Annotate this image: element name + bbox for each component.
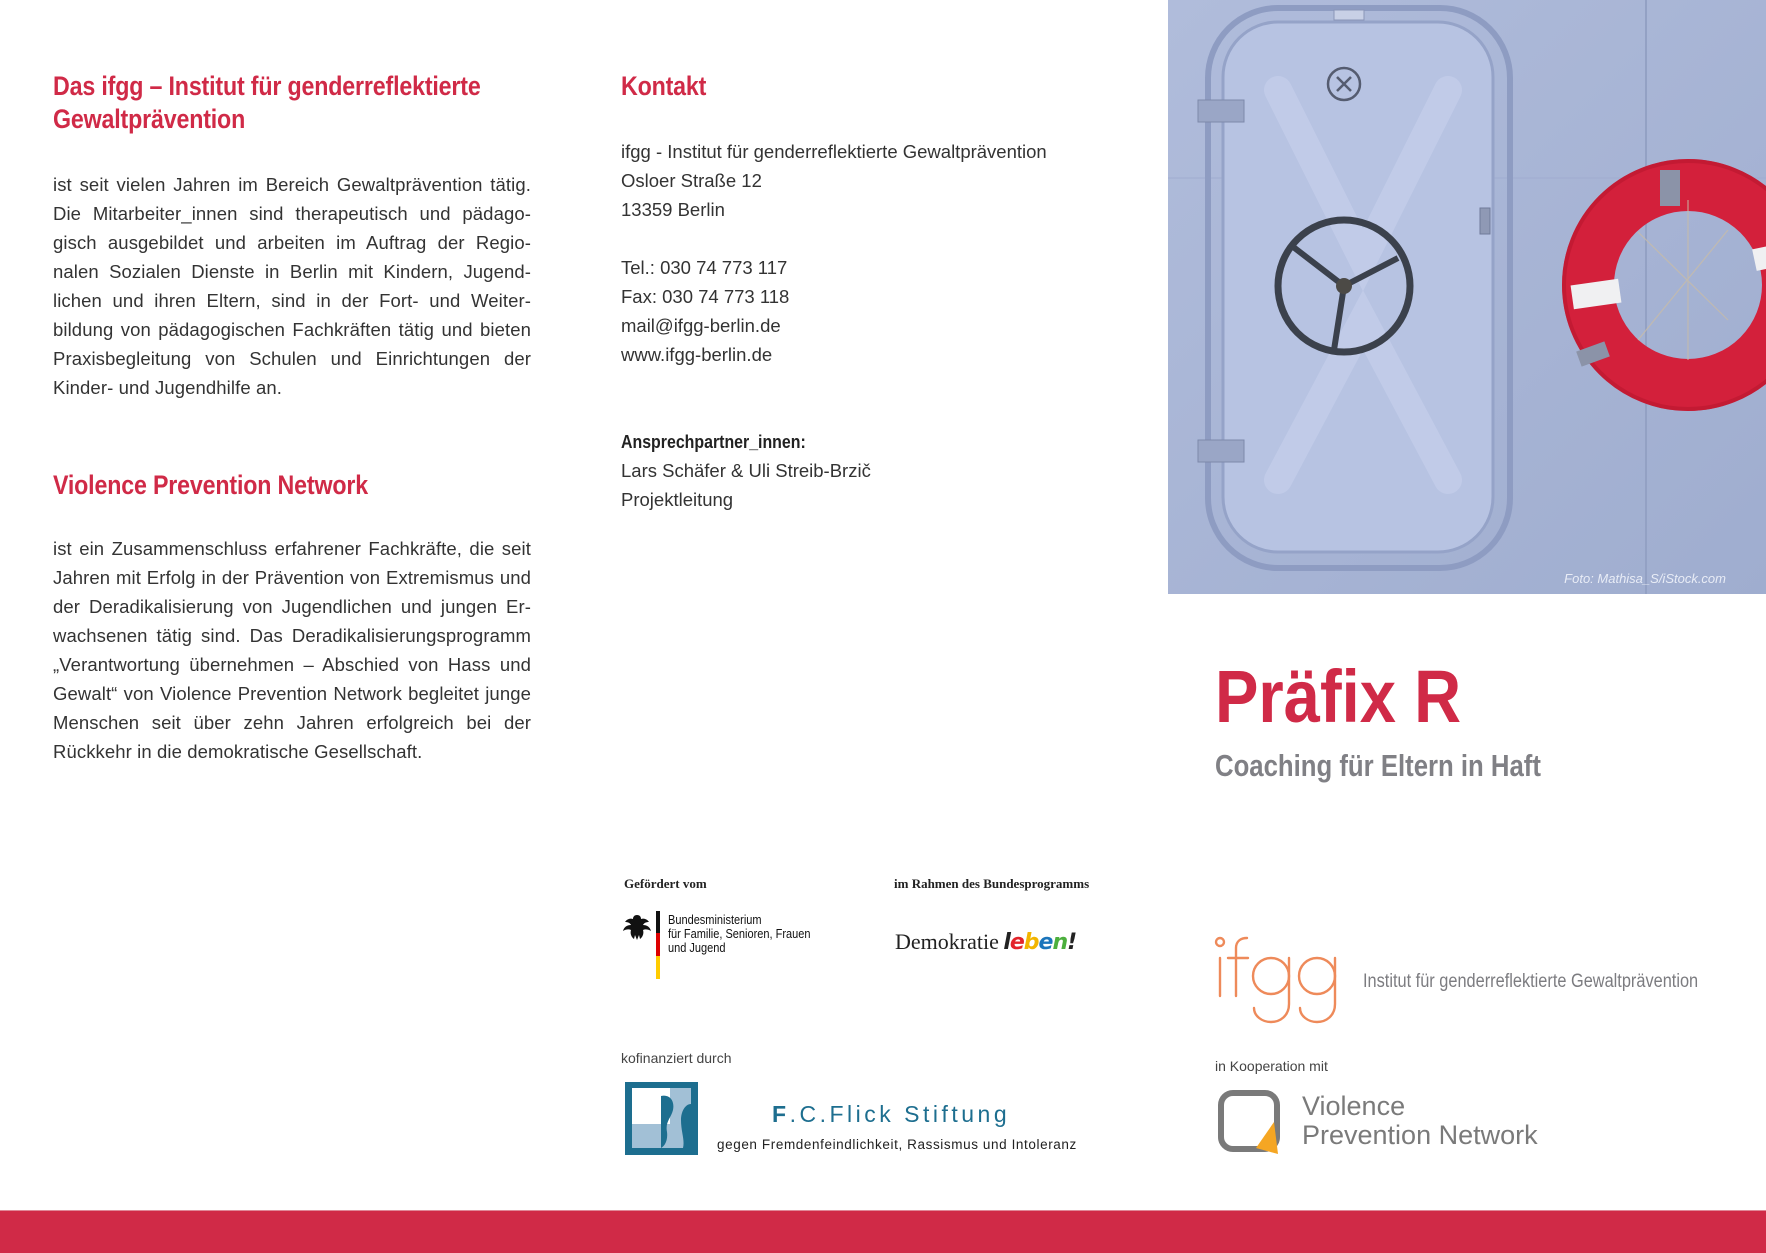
body-line: lichen und ihren Eltern, sind in der Fort- und Weiter- (53, 290, 531, 311)
funded-by-label: Gefördert vom (624, 876, 707, 891)
body-line: Die Mitarbeiter_innen sind therapeutisch und pädago- (53, 203, 531, 224)
bmfsfj-logo (622, 911, 882, 986)
body-line: Menschen seit über zehn Jahren erfolgreich bei der (53, 712, 531, 733)
vpn-section-heading: Violence Prevention Network (53, 470, 368, 500)
body-line: ist seit vielen Jahren im Bereich Gewaltprävention tätig. (53, 174, 531, 195)
flick-name (772, 1101, 1010, 1128)
program-name-plain: Demokratie (895, 929, 999, 954)
flick-logo-icon (625, 1082, 698, 1155)
body-line: „Verantwortung übernehmen – Abschied von Hass und (53, 654, 531, 675)
script-letter: l (1003, 930, 1010, 955)
ifgg-section-body (53, 170, 531, 402)
script-letter: ! (1067, 930, 1077, 955)
heading-line: Das ifgg – Institut für genderreflektierte (53, 71, 481, 101)
cofunded-label: kofinanziert durch (621, 1050, 732, 1066)
script-letter: e (1038, 930, 1053, 955)
body-line: nalen Sozialen Dienste in Berlin mit Kindern, Jugend- (53, 261, 531, 282)
body-line: der Deradikalisierung von Jugendlichen und jungen Er- (53, 596, 531, 617)
contact-street: Osloer Straße 12 (621, 170, 762, 191)
flick-tagline: gegen Fremdenfeindlichkeit, Rassismus und Intoleranz (717, 1137, 1077, 1152)
footer-accent-bar (0, 1210, 1766, 1253)
contacts-names: Lars Schäfer & Uli Streib-Brzič (621, 460, 871, 481)
flick-name-initial: F (772, 1101, 790, 1127)
script-letter: e (1009, 930, 1024, 955)
demokratie-leben-logo (895, 929, 1076, 955)
body-line: gisch ausgebildet und arbeiten im Auftrag der Regio- (53, 232, 531, 253)
contact-heading: Kontakt (621, 71, 707, 101)
contact-city: 13359 Berlin (621, 199, 725, 220)
ifgg-section-heading (53, 70, 481, 136)
ministry-line: und Jugend (668, 941, 726, 955)
contact-block (621, 137, 1047, 514)
heading-line: Gewaltprävention (53, 104, 246, 134)
contact-email-link[interactable]: mail@ifgg-berlin.de (621, 315, 781, 336)
vpn-logo-line: Prevention Network (1302, 1120, 1538, 1150)
ifgg-logo (1214, 936, 1344, 1024)
cover-photo (1168, 0, 1766, 594)
ministry-line: Bundesministerium (668, 913, 762, 927)
ship-door-lifebuoy-image (1168, 0, 1766, 594)
vpn-logo-icon (1216, 1088, 1284, 1156)
ifgg-full-name: Institut für genderreflektierte Gewaltprävention (1363, 971, 1699, 992)
body-line: Gewalt“ von Violence Prevention Network begleitet junge (53, 683, 531, 704)
vpn-section-body (53, 534, 531, 766)
body-line: wachsenen tätig sind. Das Deradikalisierungsprogramm (53, 625, 531, 646)
program-label: im Rahmen des Bundesprogramms (894, 876, 1090, 891)
photo-credit: Foto: Mathisa_S/iStock.com (1564, 571, 1726, 586)
body-line: bildung von pädagogischen Fachkräften tätig und bieten (53, 319, 531, 340)
contact-org: ifgg - Institut für genderreflektierte Gewaltprävention (621, 141, 1047, 162)
body-line: Rückkehr in die demokratische Gesellschaft. (53, 741, 423, 762)
contacts-role: Projektleitung (621, 489, 734, 510)
contact-phone: Tel.: 030 74 773 117 (621, 257, 788, 278)
flick-name-rest: .C.Flick Stiftung (789, 1101, 1011, 1127)
ifgg-logo-icon (1214, 936, 1344, 1024)
body-line: Jahren mit Erfolg in der Prävention von Extremismus und (53, 567, 531, 588)
program-name-script (1003, 930, 1076, 955)
contact-fax: Fax: 030 74 773 118 (621, 286, 790, 307)
vpn-logo-text (1302, 1092, 1538, 1150)
cooperation-label: in Kooperation mit (1215, 1058, 1328, 1074)
vpn-logo-line: Violence (1302, 1091, 1406, 1121)
contacts-label: Ansprechpartner_innen: (621, 431, 806, 452)
body-line: Praxisbegleitung von Schulen und Einrichtungen der (53, 348, 531, 369)
script-letter: n (1052, 930, 1068, 955)
script-letter: b (1023, 930, 1039, 955)
body-line: ist ein Zusammenschluss erfahrener Fachkräfte, die seit (53, 538, 531, 559)
federal-eagle-icon (622, 913, 652, 943)
cover-subtitle: Coaching für Eltern in Haft (1215, 748, 1541, 783)
contact-website-link[interactable]: www.ifgg-berlin.de (621, 344, 773, 365)
body-line: Kinder- und Jugendhilfe an. (53, 377, 282, 398)
ministry-line: für Familie, Senioren, Frauen (668, 927, 811, 941)
cover-title: Präfix R (1215, 655, 1462, 738)
